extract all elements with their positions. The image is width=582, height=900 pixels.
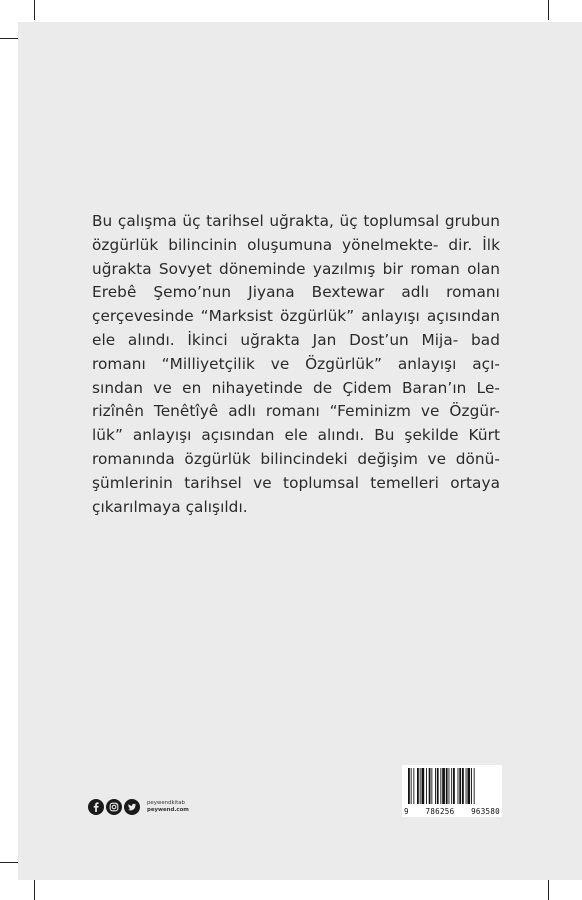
barcode-bar: [435, 768, 436, 804]
blurb-line: bad romanı “Milliyetçilik ve Özgürlük” anlayışı açı-: [92, 330, 500, 373]
barcode-bar: [408, 768, 410, 804]
crop-mark: [548, 0, 549, 20]
crop-mark: [548, 880, 549, 900]
barcode-bar: [442, 768, 445, 804]
blurb-line: dir. İlk uğrakta Sovyet döneminde yazılmış bir: [92, 235, 500, 278]
website-link[interactable]: peywend.com: [147, 807, 189, 813]
barcode-bar: [437, 768, 439, 804]
blurb-line: çıkarılmaya çalışıldı.: [92, 497, 248, 516]
back-cover-blurb: [92, 210, 500, 519]
barcode-bar: [462, 768, 464, 804]
crop-mark: [0, 38, 20, 39]
social-handles: [147, 800, 189, 814]
blurb-line: lük” anlayışı açısından ele alındı. Bu şekilde Kürt: [92, 426, 500, 445]
blurb-line: grubun özgürlük bilincinin oluşumuna yönelmekte-: [92, 212, 500, 254]
barcode-bar: [431, 768, 432, 804]
barcode-bars: [406, 768, 498, 806]
barcode-bar: [422, 768, 425, 804]
twitter-icon[interactable]: [124, 799, 140, 815]
barcode-bar: [446, 768, 448, 804]
isbn-barcode: [402, 765, 502, 817]
crop-mark: [34, 0, 35, 20]
social-links: [88, 796, 189, 818]
barcode-bar: [411, 768, 412, 804]
blurb-line: şümlerinin tarihsel ve toplumsal temelleri ortaya: [92, 473, 500, 492]
barcode-bar: [449, 768, 450, 804]
barcode-bar: [471, 768, 472, 804]
isbn-number: [404, 807, 500, 816]
social-handle[interactable]: peywendkitab: [147, 800, 185, 806]
blurb-line: romanı çerçevesinde “Marksist özgürlük” anlayışı: [92, 283, 500, 326]
blurb-line: roman olan Erebê Şemo’nun Jiyana Bextewar adlı: [92, 259, 500, 302]
barcode-bar: [453, 768, 455, 804]
facebook-icon[interactable]: [88, 799, 104, 815]
barcode-bar: [417, 768, 419, 804]
crop-mark: [34, 880, 35, 900]
barcode-bar: [467, 768, 470, 804]
instagram-icon[interactable]: [106, 799, 122, 815]
barcode-bar: [451, 768, 452, 804]
blurb-line: rizînên Tenêtîyê adlı romanı “Feminizm ve Özgür-: [92, 402, 500, 421]
isbn-group-left: 786256: [425, 807, 455, 816]
barcode-bar: [440, 768, 441, 804]
barcode-bar: [426, 768, 427, 804]
barcode-bar: [429, 768, 431, 804]
barcode-bar: [466, 768, 467, 804]
barcode-bar: [474, 768, 475, 804]
crop-mark: [0, 862, 20, 863]
barcode-bar: [413, 768, 414, 804]
blurb-line: açısından ele alındı. İkinci uğrakta Jan Dost’un Mija-: [92, 307, 500, 349]
blurb-line: Bu çalışma üç tarihsel uğrakta, üç toplumsal: [92, 212, 440, 230]
barcode-bar: [420, 768, 421, 804]
isbn-group-right: 963580: [471, 807, 500, 816]
barcode-bar: [459, 768, 461, 804]
isbn-first-digit: 9: [404, 807, 409, 816]
blurb-line: romanında özgürlük bilincindeki değişim ve dönü-: [92, 449, 500, 468]
blurb-line: sından ve en nihayetinde de Çidem Baran’ın Le-: [92, 378, 500, 397]
barcode-bar: [458, 768, 459, 804]
